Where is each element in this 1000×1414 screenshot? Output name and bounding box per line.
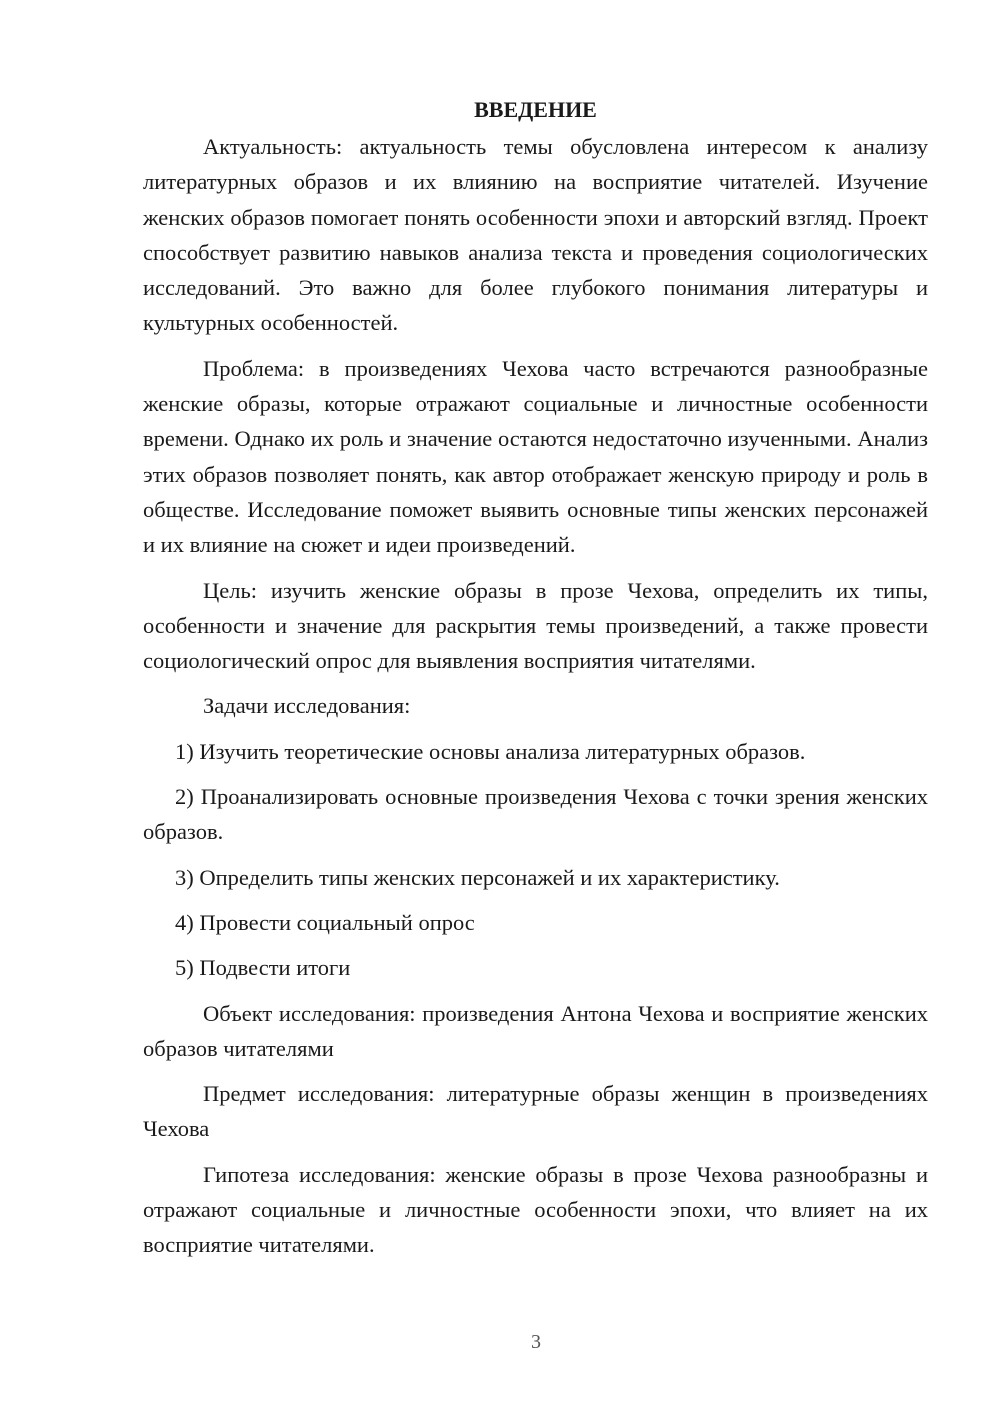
problem-paragraph: Проблема: в произведениях Чехова часто встречаются разнообразные женские образы, которые отражают социальные и личностные особенности времени. Однако их роль и значение остаются недостаточно изученными. Анализ этих образов позволяет понять, как автор отображает женскую природу и роль в обществе. Исследование поможет выявить основные типы женских персонажей и их влияние на сюжет и идеи произведений.	[143, 355, 928, 558]
goal-paragraph: Цель: изучить женские образы в прозе Чехова, определить их типы, особенности и значение для раскрытия темы произведений, а также провести социологический опрос для выявления восприятия читателями.	[143, 577, 928, 674]
hypothesis-paragraph: Гипотеза исследования: женские образы в прозе Чехова разнообразны и отражают социальные и личностные особенности эпохи, что влияет на их восприятие читателями.	[143, 1161, 928, 1258]
tasks-list	[143, 734, 928, 986]
task-item-2: 2) Проанализировать основные произведения Чехова с точки зрения женских образов.	[143, 784, 928, 845]
task-item-3: 3) Определить типы женских персонажей и их характеристику.	[175, 864, 780, 890]
object-paragraph: Объект исследования: произведения Антона Чехова и восприятие женских образов читателями	[143, 1000, 928, 1061]
tasks-heading: Задачи исследования:	[203, 693, 411, 719]
subject-paragraph: Предмет исследования: литературные образы женщин в произведениях Чехова	[143, 1081, 928, 1142]
section-title: ВВЕДЕНИЕ	[474, 97, 597, 122]
task-item-1: 1) Изучить теоретические основы анализа литературных образов.	[175, 738, 806, 764]
task-item-5: 5) Подвести итоги	[175, 955, 351, 981]
page-number: 3	[531, 1331, 541, 1353]
document-page	[143, 92, 928, 1273]
task-item-4: 4) Провести социальный опрос	[175, 909, 475, 935]
relevance-paragraph: Актуальность: актуальность темы обусловлена интересом к анализу литературных образов и их влиянию на восприятие читателей. Изучение женских образов помогает понять особенности эпохи и авторский взгляд. Проект способствует развитию навыков анализа текста и проведения социологических исследований. Это важно для более глубокого понимания литературы и культурных особенностей.	[143, 134, 928, 336]
